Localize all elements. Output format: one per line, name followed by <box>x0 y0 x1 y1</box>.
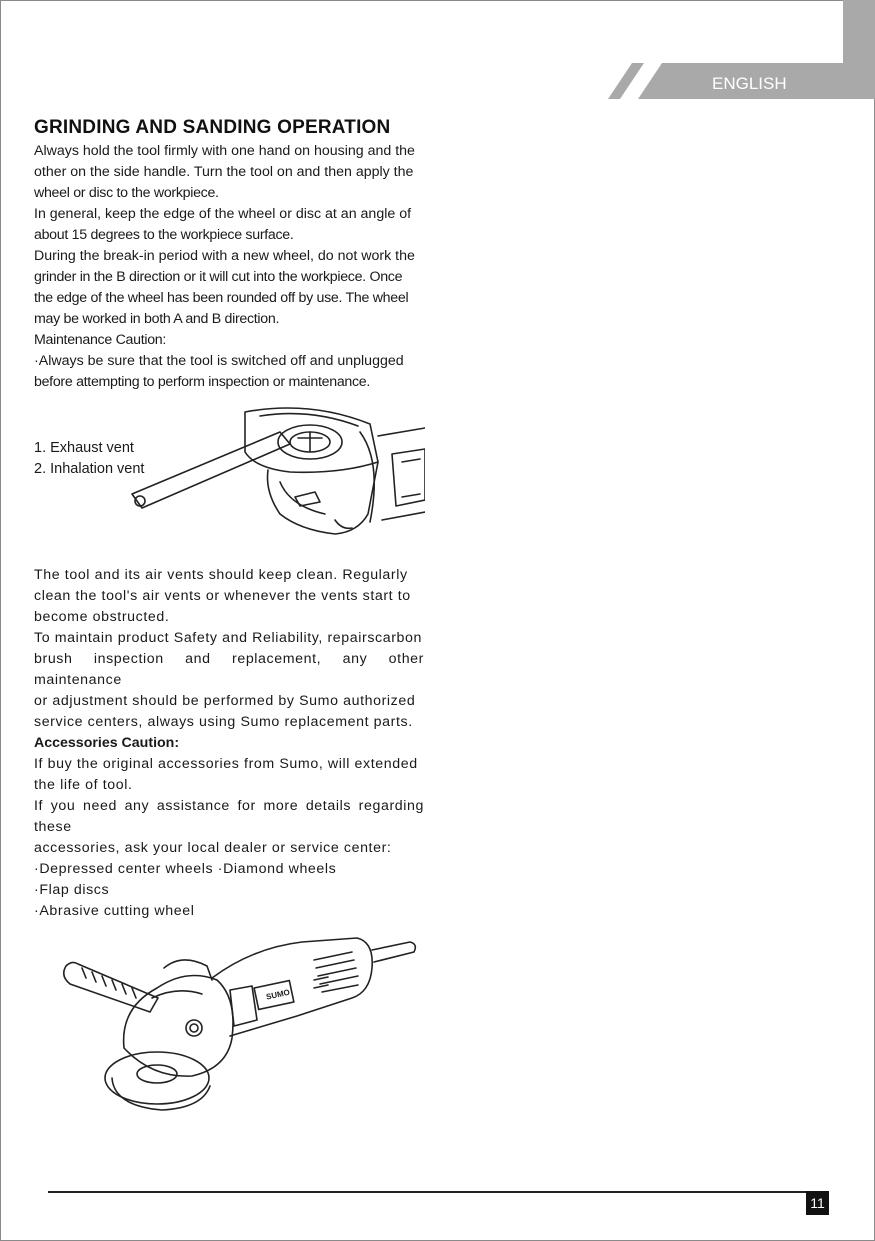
text-line: before attempting to perform inspection or maintenance. <box>34 374 371 390</box>
text-line: wheel or disc to the workpiece. <box>34 185 219 201</box>
section-title: GRINDING AND SANDING OPERATION <box>34 117 391 138</box>
maintenance-caution-heading: Maintenance Caution: <box>34 332 167 348</box>
accessory-list-item: ·Depressed center wheels ·Diamond wheels <box>34 861 337 877</box>
footer-rule <box>48 1191 820 1193</box>
wrench-grinder-illustration <box>120 402 425 552</box>
text-line: grinder in the B direction or it will cut into the workpiece. Once <box>34 269 403 285</box>
text-line: Always hold the tool firmly with one hand on housing and the <box>34 143 415 159</box>
text-line: To maintain product Safety and Reliability, repairscarbon <box>34 630 423 646</box>
text-line: about 15 degrees to the workpiece surface. <box>34 227 294 243</box>
text-line: accessories, ask your local dealer or service center: <box>34 840 392 856</box>
text-line: The tool and its air vents should keep clean. Regularly <box>34 567 408 583</box>
text-line: may be worked in both A and B direction. <box>34 311 280 327</box>
inhalation-vent-label: 2. Inhalation vent <box>34 461 145 477</box>
maintenance-section <box>34 565 424 922</box>
text-line: other on the side handle. Turn the tool on and then apply the <box>34 164 414 180</box>
accessories-caution-heading: Accessories Caution: <box>34 735 180 751</box>
text-line: service centers, always using Sumo replacement parts. <box>34 714 413 730</box>
text-line: In general, keep the edge of the wheel or disc at an angle of <box>34 206 412 222</box>
text-line: become obstructed. <box>34 609 170 625</box>
text-line: the life of tool. <box>34 777 133 793</box>
text-line: ·Always be sure that the tool is switched off and unplugged <box>34 353 404 369</box>
text-line: If buy the original accessories from Sumo, will extended <box>34 756 418 772</box>
text-line: If you need any assistance for more details regarding these <box>34 798 424 835</box>
accessory-list-item: ·Abrasive cutting wheel <box>34 903 195 919</box>
text-line: During the break-in period with a new wheel, do not work the <box>34 248 415 264</box>
accessory-list-item: ·Flap discs <box>34 882 110 898</box>
text-line: clean the tool's air vents or whenever the vents start to <box>34 588 411 604</box>
page-number: 11 <box>806 1191 829 1215</box>
text-line: brush inspection and replacement, any other maintenance <box>34 651 424 688</box>
brand-logo-text: SUMO <box>265 987 291 1002</box>
corner-tab <box>843 0 875 63</box>
angle-grinder-illustration <box>52 928 422 1113</box>
text-line: or adjustment should be performed by Sumo authorized <box>34 693 416 709</box>
exhaust-vent-label: 1. Exhaust vent <box>34 440 134 456</box>
text-line: the edge of the wheel has been rounded off by use. The wheel <box>34 290 409 306</box>
grinding-instructions <box>34 141 424 393</box>
language-label: ENGLISH <box>712 74 787 93</box>
